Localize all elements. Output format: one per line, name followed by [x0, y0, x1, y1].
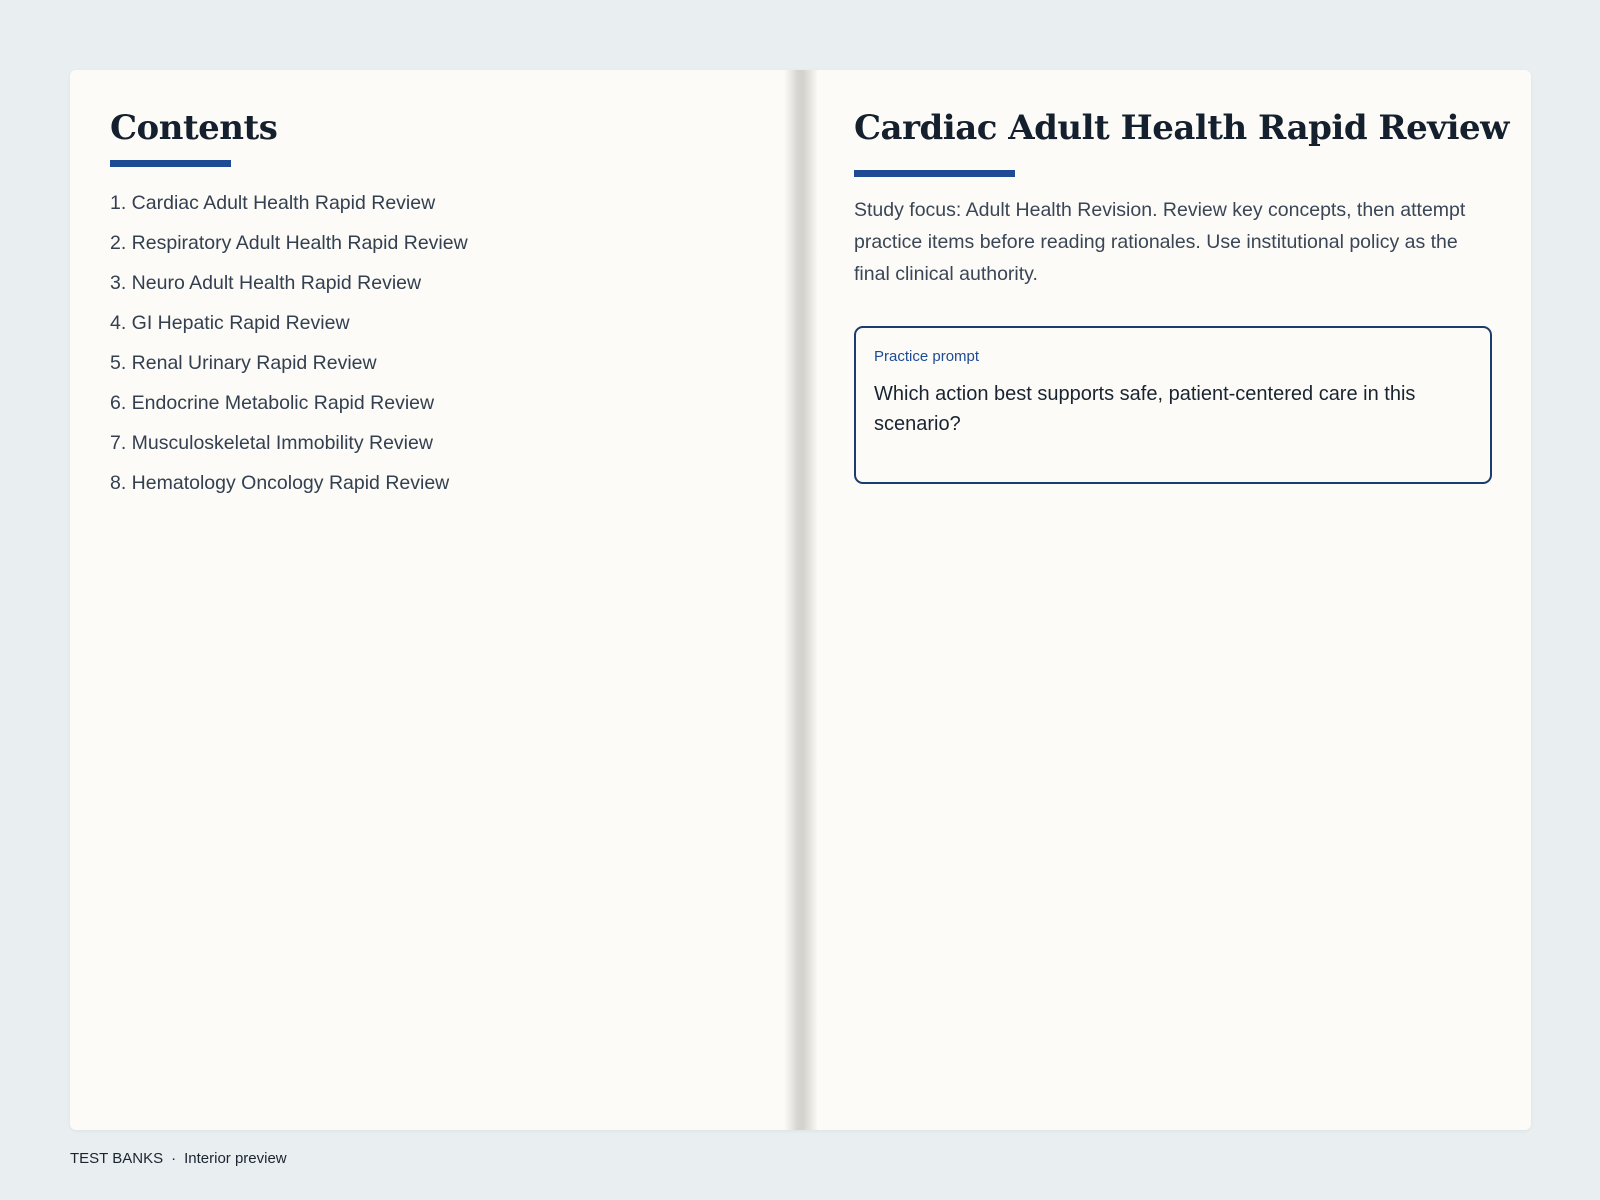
footer-caption-text: Interior preview [184, 1150, 287, 1167]
footer-caption [70, 1150, 287, 1167]
toc-item[interactable]: 8. Hematology Oncology Rapid Review [110, 472, 450, 494]
toc-item[interactable]: 1. Cardiac Adult Health Rapid Review [110, 192, 436, 214]
contents-title: Contents [110, 108, 278, 148]
toc-item[interactable]: 2. Respiratory Adult Health Rapid Review [110, 232, 468, 254]
toc-item[interactable]: 4. GI Hepatic Rapid Review [110, 312, 350, 334]
footer-brand: TEST BANKS [70, 1150, 164, 1167]
book-spread [70, 70, 1531, 1130]
footer-separator: · [171, 1150, 177, 1167]
toc-item[interactable]: 5. Renal Urinary Rapid Review [110, 352, 377, 374]
chapter-title: Cardiac Adult Health Rapid Review [854, 108, 1509, 148]
toc-item[interactable]: 6. Endocrine Metabolic Rapid Review [110, 392, 435, 414]
book-spine-gutter [784, 70, 818, 1130]
chapter-title-underline [854, 170, 1015, 177]
practice-prompt-question: Which action best supports safe, patient-centered care in this scenario? [874, 383, 1416, 435]
contents-title-underline [110, 160, 231, 167]
chapter-intro: Study focus: Adult Health Revision. Review key concepts, then attempt practice items before reading rationales. Use institutional policy as the final clinical authority. [854, 199, 1466, 285]
practice-prompt-label: Practice prompt [874, 348, 980, 365]
toc-item[interactable]: 7. Musculoskeletal Immobility Review [110, 432, 433, 454]
table-of-contents [110, 183, 468, 503]
practice-prompt-card [854, 326, 1492, 484]
toc-item[interactable]: 3. Neuro Adult Health Rapid Review [110, 272, 422, 294]
